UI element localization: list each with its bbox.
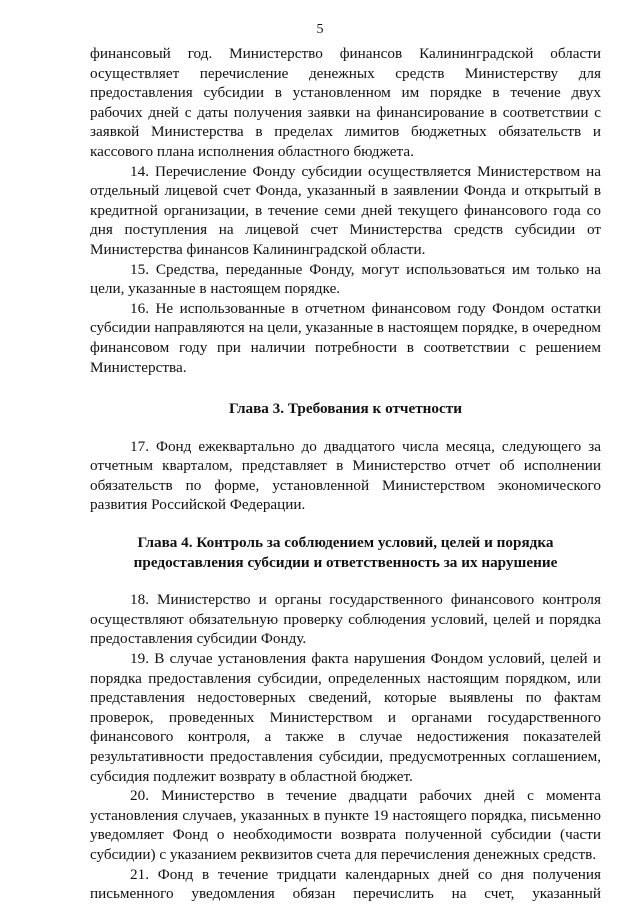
paragraph-14: 14. Перечисление Фонду субсидии осуществляется Министерством на отдельный лицевой счет Фонда, указанный в заявлении Фонда и открытый в кредитной организации, в течение семи дней текущего финансового года со дня поступления на лицевой счет Министерства средств субсидии от Министерства финансов Калининградской области. xyxy=(90,162,601,258)
paragraph-17: 17. Фонд ежеквартально до двадцатого числа месяца, следующего за отчетным кварталом, представляет в Министерство отчет об исполнении обязательств по форме, установленной Министерством экономического развития Российской Федерации. xyxy=(90,437,601,514)
paragraph-20: 20. Министерство в течение двадцати рабочих дней с момента установления случаев, указанных в пункте 19 настоящего порядка, письменно уведомляет Фонд о необходимости возврата полученной субсидии (части субсидии) с указанием реквизитов счета для перечисления денежных средств. xyxy=(90,787,601,863)
chapter-4-heading-line-2: предоставления субсидии и ответственность за их нарушение xyxy=(133,553,558,571)
chapter-4-heading-line-1: Глава 4. Контроль за соблюдением условий, целей и порядка xyxy=(137,534,554,552)
paragraph-18: 18. Министерство и органы государственного финансового контроля осуществляют обязательную проверку соблюдения условий, целей и порядка предоставления субсидии Фонду. xyxy=(90,591,601,648)
spacer xyxy=(90,377,601,399)
page-number: 5 xyxy=(316,22,324,37)
paragraph-21: 21. Фонд в течение тридцати календарных дней со дня получения письменного уведомления обязан перечислить на счет, указанный xyxy=(90,865,601,903)
spacer xyxy=(90,419,601,437)
spacer xyxy=(90,572,601,590)
paragraph-16: 16. Не использованные в отчетном финансовом году Фондом остатки субсидии направляются на цели, указанные в настоящем порядке, в очередном финансовом году при наличии потребности в соответствии с решением Министерства. xyxy=(90,299,601,376)
document-body xyxy=(90,44,601,904)
paragraph-19: 19. В случае установления факта нарушения Фондом условий, целей и порядка предоставления субсидии, определенных настоящим порядком, или представления недостоверных сведений, которые выявлены по фактам проверок, проведенных Министерством и органами государственного финансового контроля, а также в случае недостижения показателей результативности предоставления субсидии, предусмотренных соглашением, субсидия подлежит возврату в областной бюджет. xyxy=(90,650,601,785)
paragraph-continuation: финансовый год. Министерство финансов Калининградской области осуществляет перечисление денежных средств Министерству для предоставления субсидии в установленном им порядке в течение двух рабочих дней с даты получения заявки на финансирование в соответствии с заявкой Министерства в пределах лимитов бюджетных обязательств и кассового плана исполнения областного бюджета. xyxy=(90,45,601,160)
chapter-4-heading xyxy=(90,533,601,572)
chapter-3-heading: Глава 3. Требования к отчетности xyxy=(229,400,462,418)
spacer xyxy=(90,515,601,533)
paragraph-15: 15. Средства, переданные Фонду, могут использоваться им только на цели, указанные в настоящем порядке. xyxy=(90,260,601,298)
